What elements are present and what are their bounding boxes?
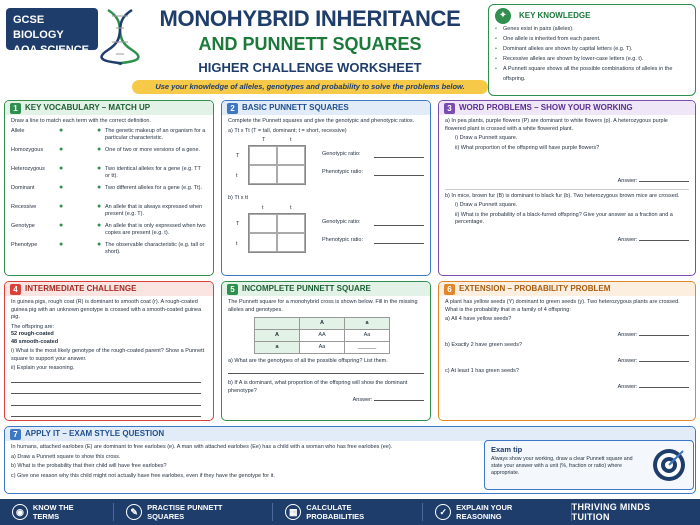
vocab-definition: The genetic makeup of an organism for a particular characteristic. <box>105 127 206 141</box>
question-i: i) What is the most likely genotype of the rough-coated parent? Show a Punnett square to support your answer. <box>11 348 205 362</box>
table-cell: A <box>255 330 300 342</box>
answer-line[interactable] <box>374 243 424 244</box>
vocab-row[interactable] <box>11 223 207 242</box>
section-intro: Draw a line to match each term with the correct definition. <box>11 118 152 124</box>
section-intro: A plant has yellow seeds (Y) dominant to green seeds (y). Two heterozygous plants are crossed. What is the probability that in a family of 4 offspring: <box>445 299 680 313</box>
section-intro: Complete the Punnett squares and give the genotypic and phenotypic ratios. <box>228 118 415 124</box>
question-b: b) Tt x tt <box>228 195 249 201</box>
answer-label: Answer: <box>617 331 638 338</box>
section-number: 6 <box>444 284 455 295</box>
vocab-row[interactable] <box>11 242 207 261</box>
punnett-grid-a[interactable] <box>248 145 306 185</box>
match-dot[interactable]: ● <box>97 183 102 191</box>
answer-line[interactable] <box>374 157 424 158</box>
section-incomplete-punnett <box>221 281 431 421</box>
match-dot[interactable]: ● <box>59 126 64 134</box>
footer-item <box>423 503 571 521</box>
exam-tip-box <box>484 440 694 490</box>
course-badge <box>6 8 98 56</box>
section-number: 2 <box>227 103 238 114</box>
section-number: 1 <box>10 103 21 114</box>
table-cell: AA <box>300 330 345 342</box>
match-dot[interactable]: ● <box>59 145 64 153</box>
allele-label: T <box>236 220 240 227</box>
vocab-row[interactable] <box>11 147 207 166</box>
phenotypic-ratio-label: Phenotypic ratio: <box>322 236 363 243</box>
vocab-row[interactable] <box>11 185 207 204</box>
brand-name: THRIVING MINDS TUITION <box>571 502 651 522</box>
question-b-ii: ii) What is the probability of a black-furred offspring? Give your answer as a fraction and a percentage. <box>455 211 673 225</box>
answer-label: Answer: <box>617 357 638 364</box>
question-b: b) In mice, brown fur (B) is dominant to black fur (b). Two heterozygous brown mice are crossed. <box>445 192 680 199</box>
section-heading: BASIC PUNNETT SQUARES <box>242 103 349 112</box>
badge-line-1: GCSE BIOLOGY <box>13 14 64 41</box>
knowledge-item: • Dominant alleles are shown by capital letters (e.g. T). <box>495 44 689 54</box>
offspring-count: 48 smooth-coated <box>11 338 59 345</box>
vocab-definition: An allele that is always expressed when present (e.g. T). <box>105 203 203 217</box>
allele-label: t <box>290 204 292 211</box>
table-cell: a <box>255 342 300 354</box>
problem-text: In guinea pigs, rough coat (R) is dominant to smooth coat (r). A rough-coated guinea pig with an unknown genotype is crossed with a smooth-coated guinea pig. <box>11 299 202 320</box>
writing-lines[interactable] <box>11 375 207 421</box>
footer-label: EXPLAIN YOUR REASONING <box>456 503 513 521</box>
genotypic-ratio-label: Genotypic ratio: <box>322 218 361 225</box>
vocab-row[interactable] <box>11 204 207 223</box>
answer-label: Answer: <box>617 178 638 184</box>
footer-item <box>114 503 273 521</box>
question-a: a) Tt x Tt (T = tall, dominant; t = short, recessive) <box>228 127 347 134</box>
table-cell: Aa <box>345 330 390 342</box>
section-heading: APPLY IT – EXAM STYLE QUESTION <box>25 429 165 438</box>
vocab-definition: Two different alleles for a gene (e.g. Tt). <box>105 184 203 191</box>
table-cell[interactable]: ______ <box>345 342 390 354</box>
answer-line[interactable] <box>639 361 689 362</box>
check-icon: ✓ <box>435 504 451 520</box>
vocab-row[interactable] <box>11 166 207 185</box>
offspring-count: 52 rough-coated <box>11 331 54 337</box>
answer-line[interactable] <box>374 225 424 226</box>
problem-text: In humans, attached earlobes (E) are dominant to free earlobes (e). A man with attached earlobes (Ee) has a child with a woman who has free earlobes (ee). <box>11 444 393 450</box>
dna-icon <box>100 6 140 66</box>
vocab-term: Phenotype <box>11 241 38 248</box>
section-heading: INCOMPLETE PUNNETT SQUARE <box>242 284 371 293</box>
section-heading: KEY VOCABULARY – MATCH UP <box>25 103 151 112</box>
calculator-icon: ▦ <box>285 504 301 520</box>
title-line-3: HIGHER CHALLENGE WORKSHEET <box>198 60 422 75</box>
allele-label: t <box>236 240 238 247</box>
answer-line[interactable] <box>374 175 424 176</box>
answer-line[interactable] <box>639 387 689 388</box>
section-vocabulary <box>4 100 214 276</box>
section-number: 3 <box>444 103 455 114</box>
match-dot[interactable]: ● <box>97 126 102 134</box>
question-a: a) What are the genotypes of all the possible offspring? List them. <box>228 358 388 364</box>
vocab-term: Allele <box>11 127 25 134</box>
answer-label: Answer: <box>617 383 638 390</box>
lightbulb-icon: ✦ <box>495 8 511 24</box>
vocab-term: Recessive <box>11 203 37 210</box>
target-icon <box>651 447 687 483</box>
question-c: c) Give one reason why this child might not actually have free earlobes, even if they have the genotype for it. <box>11 472 275 479</box>
answer-label: Answer: <box>617 236 638 243</box>
footer-bar <box>0 499 700 525</box>
question-b-i: i) Draw a Punnett square. <box>455 202 518 208</box>
section-extension <box>438 281 696 421</box>
genotypic-ratio-label: Genotypic ratio: <box>322 151 361 157</box>
question-b: b) Exactly 2 have green seeds? <box>445 342 523 348</box>
section-intermediate <box>4 281 214 421</box>
footer-label: KNOW THE TERMS <box>32 503 74 521</box>
allele-label: T <box>262 137 266 143</box>
question-c: c) At least 1 has green seeds? <box>445 368 519 374</box>
punnett-grid-b[interactable] <box>248 213 306 253</box>
answer-line[interactable] <box>639 335 689 336</box>
question-a: a) Draw a Punnett square to show this cross. <box>11 453 121 460</box>
pencil-icon: ✎ <box>126 504 142 520</box>
answer-line[interactable] <box>639 240 689 241</box>
match-dot[interactable]: ● <box>97 221 102 229</box>
answer-line[interactable] <box>228 368 424 374</box>
match-dot[interactable]: ● <box>59 164 64 172</box>
section-heading: EXTENSION – PROBABILITY PROBLEM <box>459 284 611 293</box>
section-number: 4 <box>10 284 21 295</box>
key-knowledge-heading: KEY KNOWLEDGE <box>519 11 591 20</box>
section-number: 5 <box>227 284 238 295</box>
tagline-banner: Use your knowledge of alleles, genotypes and probability to solve the problems below. <box>132 80 488 94</box>
allele-label: t <box>262 204 264 211</box>
section-intro: The Punnett square for a monohybrid cross is shown below. Fill in the missing alleles and genotypes. <box>228 299 418 313</box>
allele-label: T <box>236 153 240 159</box>
answer-line[interactable] <box>639 181 689 182</box>
question-b: b) If A is dominant, what proportion of the offspring will show the dominant phenotype? <box>228 380 408 394</box>
phenotypic-ratio-label: Phenotypic ratio: <box>322 169 363 175</box>
vocab-row[interactable] <box>11 128 207 147</box>
match-dot[interactable]: ● <box>97 145 102 153</box>
table-cell: Aa <box>300 342 345 354</box>
offspring-label: The offspring are: <box>11 323 55 330</box>
vocab-definition: The observable characteristic (e.g. tall or short). <box>105 241 205 255</box>
vocab-definition: Two identical alleles for a gene (e.g. TT or tt). <box>105 165 201 179</box>
match-dot[interactable]: ● <box>59 202 64 210</box>
vocab-term: Heterozygous <box>11 165 45 172</box>
match-dot[interactable]: ● <box>97 240 102 248</box>
vocab-definition: One of two or more versions of a gene. <box>105 146 201 153</box>
question-a-i: i) Draw a Punnett square. <box>455 135 518 141</box>
table-cell: A <box>300 318 345 330</box>
knowledge-item: • Recessive alleles are shown by lower-case letters (e.g. t). <box>495 54 689 64</box>
footer-item <box>273 503 423 521</box>
knowledge-item: • Genes exist in pairs (alleles). <box>495 24 689 34</box>
match-dot[interactable]: ● <box>59 183 64 191</box>
table-cell <box>255 318 300 330</box>
match-dot[interactable]: ● <box>59 240 64 248</box>
answer-line[interactable] <box>374 400 424 401</box>
knowledge-item: • A Punnett square shows all the possible combinations of alleles in the offspring. <box>495 64 689 84</box>
allele-label: t <box>236 173 238 179</box>
match-dot[interactable]: ● <box>97 202 102 210</box>
section-heading: WORD PROBLEMS – SHOW YOUR WORKING <box>459 103 633 112</box>
match-dot[interactable]: ● <box>97 164 102 172</box>
vocab-term: Dominant <box>11 184 35 191</box>
footer-item <box>0 503 114 521</box>
footer-label: CALCULATE PROBABILITIES <box>306 503 365 521</box>
section-number: 7 <box>10 429 21 440</box>
exam-tip-heading: Exam tip <box>491 445 523 454</box>
match-dot[interactable]: ● <box>59 221 64 229</box>
vocab-definition: An allele that is only expressed when two copies are present (e.g. t). <box>105 222 206 236</box>
section-heading: INTERMEDIATE CHALLENGE <box>25 284 137 293</box>
title-line-2: AND PUNNETT SQUARES <box>198 34 422 54</box>
footer-label: PRACTISE PUNNETT SQUARES <box>147 503 223 521</box>
answer-label: Answer: <box>352 397 373 403</box>
question-ii: ii) Explain your reasoning. <box>11 365 75 371</box>
question-a: a) In pea plants, purple flowers (P) are dominant to white flowers (p). A heterozygous purple flowered plant is crossed with a white flowered plant. <box>445 118 668 132</box>
vocab-term: Homozygous <box>11 146 44 153</box>
knowledge-item: • One allele is inherited from each parent. <box>495 34 689 44</box>
section-basic-punnett <box>221 100 431 276</box>
question-a: a) All 4 have yellow seeds? <box>445 316 512 322</box>
vocab-term: Genotype <box>11 222 35 229</box>
key-knowledge-panel <box>488 4 696 96</box>
allele-label: t <box>290 137 292 143</box>
section-word-problems <box>438 100 696 276</box>
title-line-1: MONOHYBRID INHERITANCE <box>159 6 461 31</box>
table-cell: a <box>345 318 390 330</box>
exam-tip-text: Always show your working, draw a clear Punnett square and state your answer with a unit (%, fraction or ratio) where appropriate. <box>491 456 633 476</box>
vocab-match-list <box>11 128 207 261</box>
question-a-ii: ii) What proportion of the offspring will have purple flowers? <box>455 144 600 151</box>
question-b: b) What is the probability that their child will have free earlobes? <box>11 463 167 469</box>
incomplete-punnett-table[interactable] <box>254 317 390 354</box>
eye-icon: ◉ <box>12 504 28 520</box>
badge-line-2: AQA SCIENCE <box>13 44 89 56</box>
